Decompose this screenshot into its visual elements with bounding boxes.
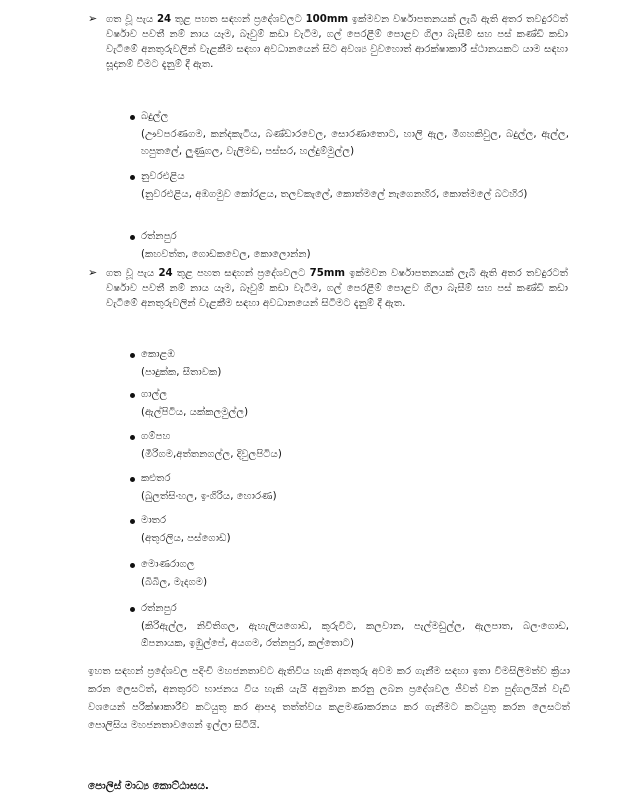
district-areas: (පාදුක්ක, සීතාවක) <box>141 367 222 378</box>
district-name: රත්නපුර <box>141 603 177 614</box>
para-mid: තුළ පහත සඳහන් ප්‍රදේශවලට <box>174 14 302 25</box>
district-name: ගාල්ල <box>141 389 168 400</box>
district-name: මාතර <box>141 515 167 526</box>
district-name: කළුතර <box>141 473 171 484</box>
hours-value: 24 <box>158 268 173 279</box>
district-name: රත්නපුර <box>141 231 177 242</box>
para-intro: ගත වූ පැය <box>106 14 154 25</box>
district-areas: (කිරිඇල්ල, නිවිතිගල, ඇහැලියගොඩ, කුරුවිට, කලවාන, පැල්මඩුල්ල, ඇලපාත, බලංගොඩ, ඕපනායක, ඉඹුල්පේ, අයගම, රත්නපුර, කල්තොට) <box>141 621 569 649</box>
district-areas: (බිබිල, මැදගම) <box>141 577 208 588</box>
district-name: කොළඹ <box>141 349 175 360</box>
bullet-icon <box>130 435 135 440</box>
signature: පොලිස් මාධ්‍ය කොට්ඨාසය. <box>88 780 209 792</box>
district-areas: (බුලත්සිංහල, ඉංගිරිය, හොරණ) <box>141 491 277 502</box>
district-name: ගම්පහ <box>141 431 171 442</box>
bullet-icon <box>130 477 135 482</box>
district-areas: (මීරිගම,අත්තනගල්ල, දිවුලපිටිය) <box>141 449 282 460</box>
arrow-bullet-icon: ➢ <box>88 12 98 25</box>
bullet-icon <box>130 393 135 398</box>
district-areas: (අතුරලිය, පස්ගොඩ) <box>141 533 231 544</box>
district-name: නුවරඑළිය <box>141 171 185 182</box>
bullet-icon <box>130 353 135 358</box>
bullet-icon <box>130 607 135 612</box>
bullet-icon <box>130 519 135 524</box>
district-areas: (කහවත්ත, ගොඩකවෙල, කොලොන්න) <box>141 249 311 260</box>
para-mid: තුළ පහත සඳහන් ප්‍රදේශවලට <box>176 268 306 279</box>
district-name: බදුල්ල <box>141 111 169 122</box>
bullet-icon <box>130 235 135 240</box>
district-areas: (නුවරඑළිය, අඹගමුව කෝරළය, තලවකැලේ, කොත්මලේ නැගෙනහිර, කොත්මලේ බටහිර) <box>141 189 528 200</box>
para-rest: ඉක්මවන වර්ෂාපතනයක් ලැබී ඇති අතර තවදුරටත් වර්ෂාව පවතී නම් නාය යෑම, බෑවුම් කඩා වැටීම, ගල් පෙරළීම් පොළව ගිලා බැසීම් සහ පස් කණ්ඩි කඩා වැටීමේ අනතුරුවලින් වැළකීම සඳහා අවධානයෙන් සිට අවශ්‍ය වුවහොත් ආරක්ෂාකාරී ස්ථානයකට යාම සඳහා සූදානම් වීමට දැනුම් දී ඇත. <box>106 14 568 70</box>
rainfall-value: 75mm <box>309 268 346 279</box>
hours-value: 24 <box>156 14 172 25</box>
bullet-icon <box>130 563 135 568</box>
bullet-icon <box>130 175 135 180</box>
section-paragraph <box>106 12 568 72</box>
para-intro: ගත වූ පැය <box>106 268 155 279</box>
closing-paragraph: ඉහත සඳහන් ප්‍රදේශවල පදිංචි මහජනතාවට ඇතිවිය හැකි අනතුරු අවම කර ගැනීම සඳහා ඉතා විමසිලිමත්ව ක්‍රියා කරන ලෙසටත්, අනතුරට භාජනය විය හැකි යැයි අනුමාන කරනු ලබන ප්‍රදේශවල ජීවත් වන පුද්ගලයින් වැඩි වශයෙන් පරික්ෂාකාරීව කටයුතු කර ආපදා තත්ත්වය කළමණාකරනය කර ගැනීමට කටයුතු කරන ලෙසටත් පොලිසිය මහජනතාවගෙන් ඉල්ලා සිටියි. <box>88 666 570 731</box>
district-areas: (ඌවපරණගම, කන්දකැටිය, බණ්ඩාරවෙල, සොරණාතොට, හාලි ඇල, මීගහකිවුල, බදුල්ල, ඇල්ල, හපුතලේ, ලුණුගල, වැලිමඩ, පස්සර, හල්දුම්මුල්ල) <box>141 129 569 157</box>
bullet-icon <box>130 115 135 120</box>
section-paragraph <box>106 266 568 311</box>
arrow-bullet-icon: ➢ <box>88 266 98 279</box>
district-name: මොණරාගල <box>141 559 195 570</box>
rainfall-value: 100mm <box>305 14 349 25</box>
para-rest: ඉක්මවන වර්ෂාපතනයක් ලැබී ඇති අතර තවදුරටත් වර්ෂාව පවතී නම් නාය යෑම, බෑවුම් කඩා වැටීම, ගල් පෙරළීම් පොළව ගිලා බැසීම් සහ පස් කණ්ඩි කඩා වැටීමේ අනතුරුවලින් වැළකීම සඳහා අවධානයෙන් සිටීමට දැනුම් දී ඇත. <box>106 268 568 309</box>
district-areas: (ඇල්පිටිය, යක්කලමුල්ල) <box>141 407 249 418</box>
